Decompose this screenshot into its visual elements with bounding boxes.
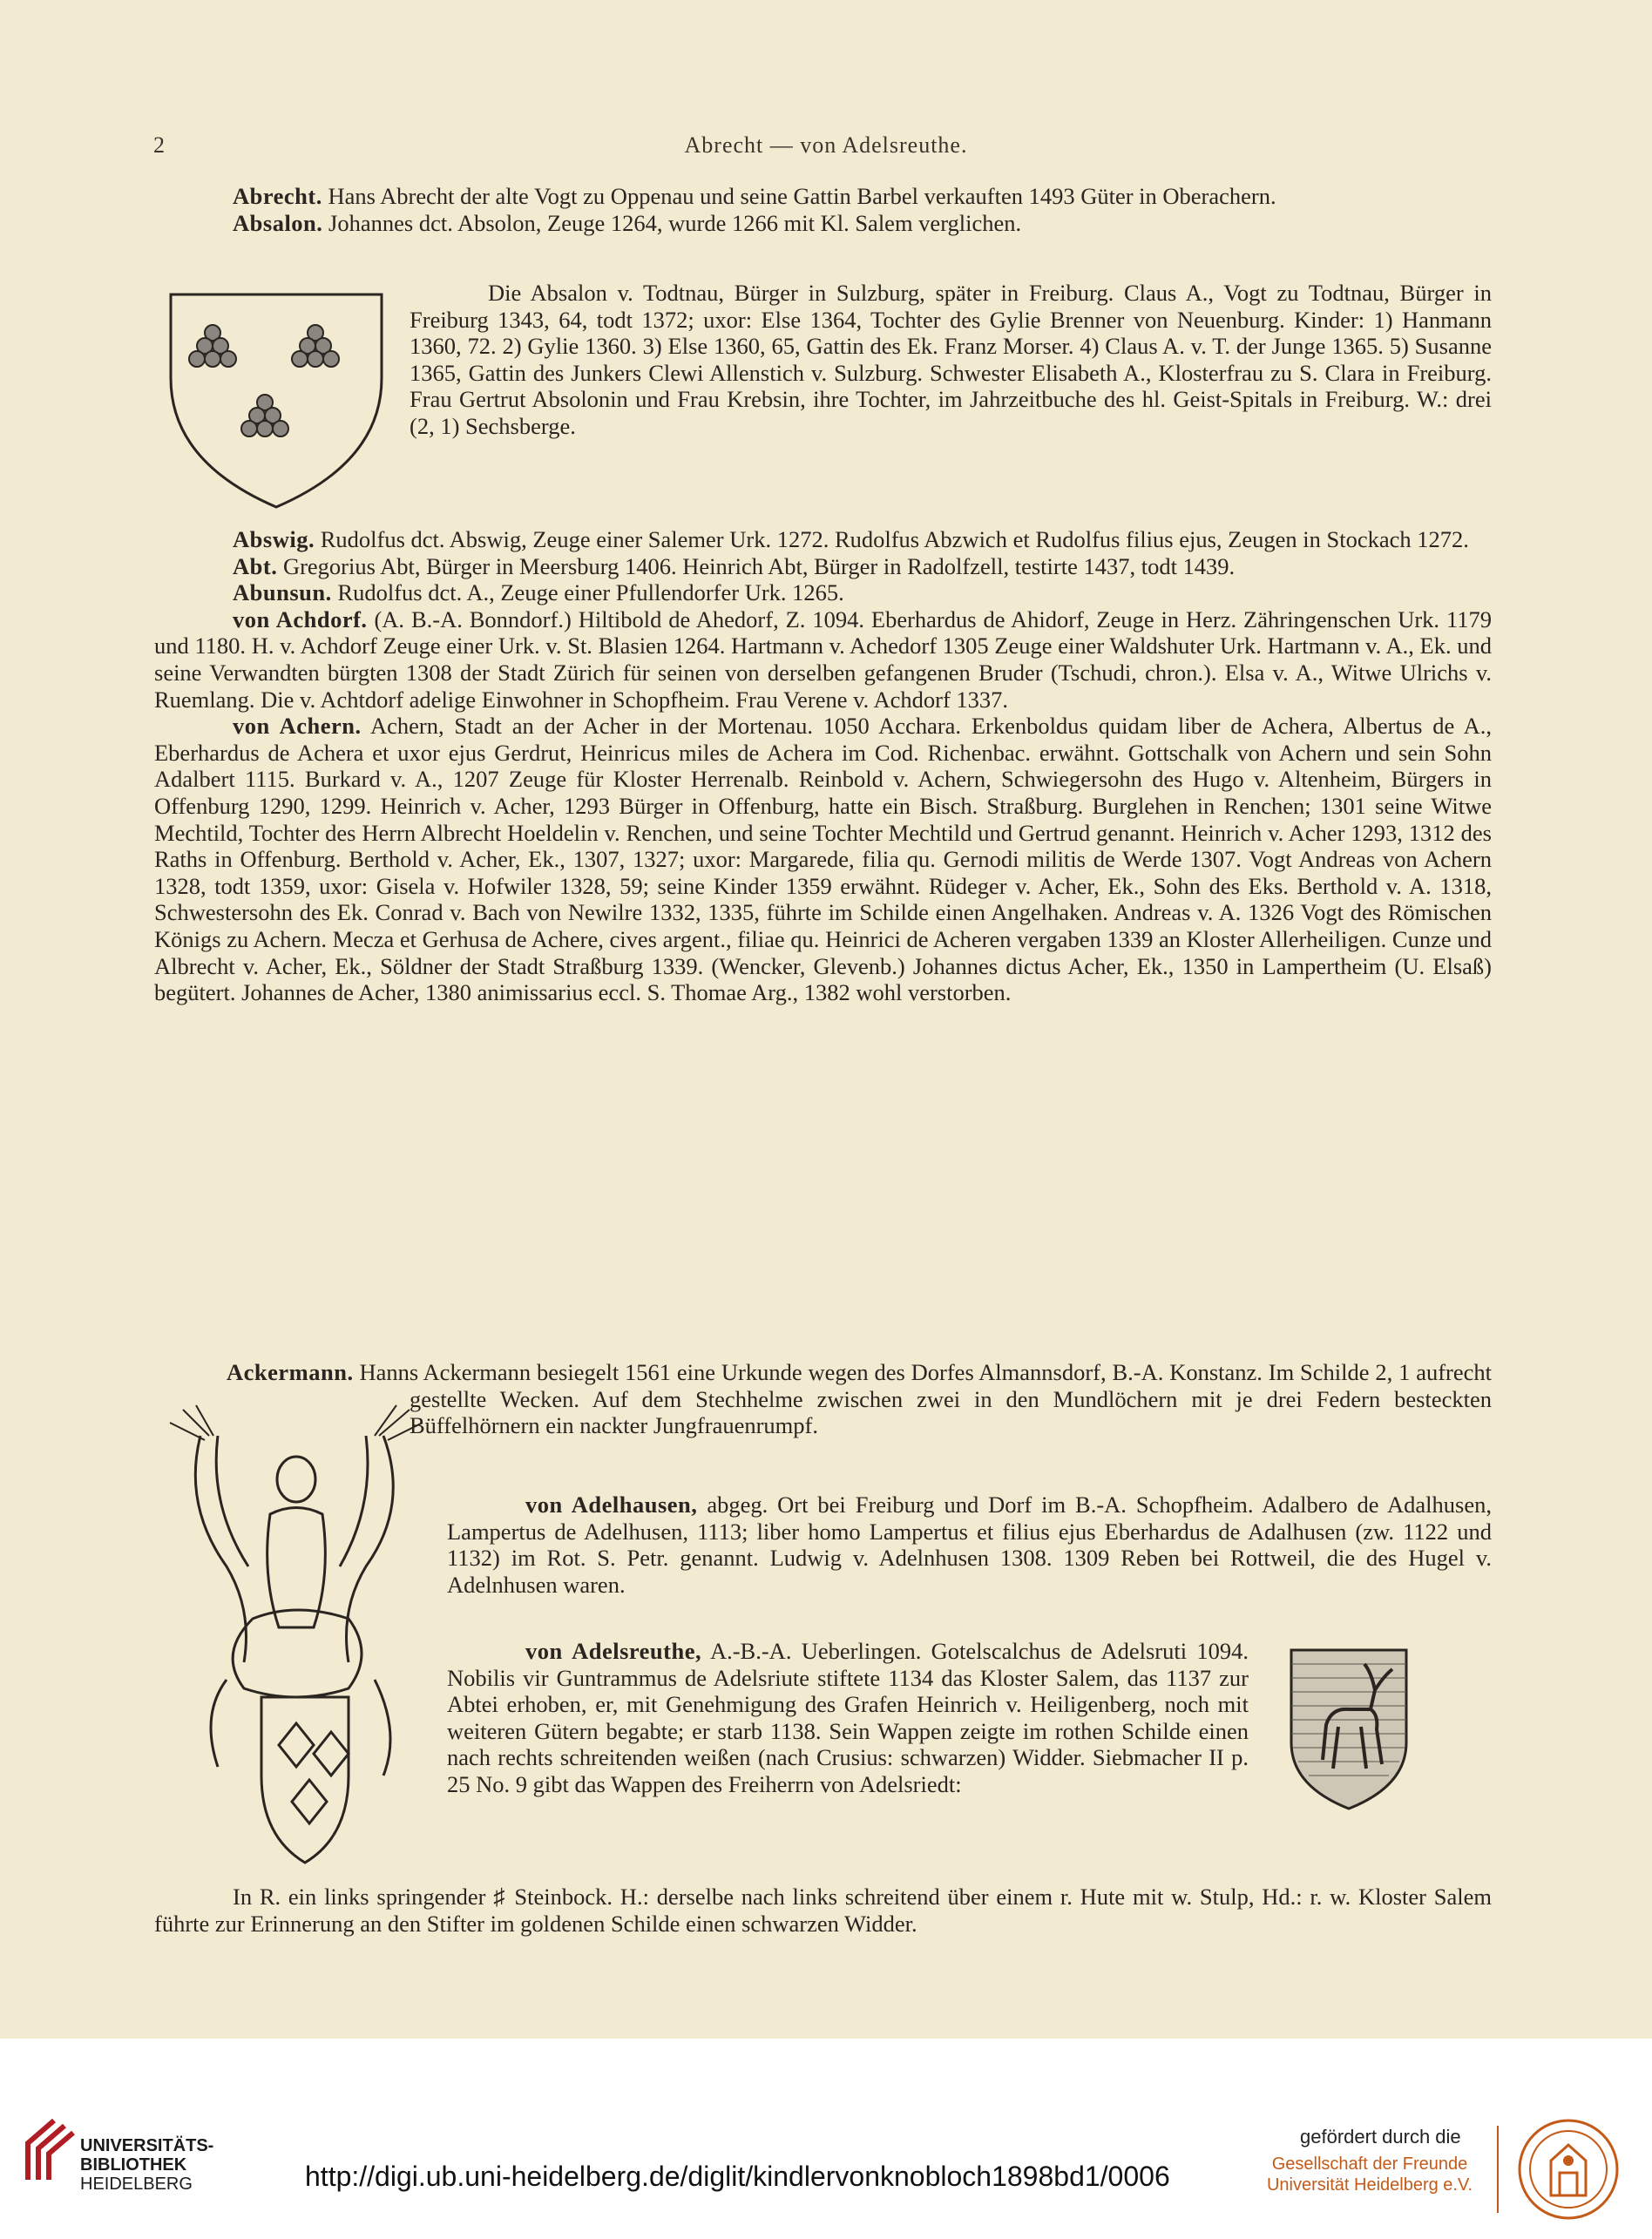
- entry-adelsreuthe: von Adelsreuthe, A.-B.-A. Ueberlingen. Gotelscalchus de Adelsruti 1094. Nobilis vir Guntrammus de Adelsriute stiftete 1134 das Kloster Salem, das 1137 zur Abtei erhoben, er, mit Genehmigung des Grafen Heinrich v. Heiligenberg, noch mit weiteren Gütern begabte; er starb 1138. Sein Wappen zeigte im rothen Schilde einen nach rechts schreitenden weißen (nach Crusius: schwarzen) Widder. Siebmacher II p. 25 No. 9 gibt das Wappen des Freiherrn von Adelsriedt:: [447, 1638, 1249, 1797]
- entry-abt: Abt. Gregorius Abt, Bürger in Meersburg 1406. Heinrich Abt, Bürger in Radolfzell, testirte 1437, todt 1439.: [233, 552, 1236, 579]
- library-name: UNIVERSITÄTS- BIBLIOTHEK HEIDELBERG: [80, 2136, 214, 2194]
- adelsreuthe-shield: [1288, 1647, 1410, 1812]
- entry-achern: von Achern. Achern, Stadt an der Acher in der Mortenau. 1050 Acchara. Erkenboldus quidam liber de Achera, Albertus de A., Eberhardus de Achera et uxor ejus Gerdrut, Heinricus miles de Achera im Cod. Richenbac. erwähnt. Gottschalk von Achern und sein Sohn Adalbert 1115. Burkard v. A., 1207 Zeuge für Kloster Herrenalb. Reinbold v. Achern, Schwiegersohn des Hugo v. Altenheim, Bürgers in Offenburg 1290, 1299. Heinrich v. Acher, 1293 Bürger in Offenburg, hatte ein Bisch. Straßburg. Burglehen in Renchen; 1301 seine Witwe Mechtild, Tochter des Herrn Albrecht Hoeldelin v. Renchen, und seine Tochter Mechtild und Gertrud genannt. Heinrich v. Acher 1293, 1312 des Raths in Offenburg. Berthold v. Acher, Ek., 1307, 1327; uxor: Margarede, filia qu. Gernodi militis de Werde 1307. Vogt Andreas von Achern 1328, todt 1359, uxor: Gisela v. Hofwiler 1328, 59; seine Kinder 1359 erwähnt. Rüdeger v. Acher, Ek., Sohn des Eks. Berthold v. A. 1318, Schwestersohn des Ek. Conrad v. Bach von Newilre 1332, 1335, führte im Schilde einen Angelhaken. Andreas v. A. 1326 Vogt des Römischen Königs zu Achern. Mecza et Gerhusa de Achere, cives argent., filiae qu. Heinrici de Acheren vergaben 1339 an Kloster Allerheiligen. Cunze und Albrecht v. Acher, Ek., Söldner der Stadt Straßburg 1339. (Wencker, Glevenb.) Johannes dictus Acher, Ek., 1350 in Lampertheim (U. Elsaß) begütert. Johannes de Acher, 1380 animissarius eccl. S. Thomae Arg., 1382 wohl verstorben.: [154, 713, 1492, 1006]
- entry-abunsun: Abunsun. Rudolfus dct. A., Zeuge einer Pfullendorfer Urk. 1265.: [233, 579, 844, 606]
- entry-ackermann: Ackermann. Hanns Ackermann besiegelt 1561 eine Urkunde wegen des Dorfes Almannsdorf, B.-A. Konstanz. Im Schilde 2, 1 aufrecht gestellte Wecken. Auf dem Stechhelme zwischen zwei in den Mundlöchern mit je drei Federn besteckten Büffelhörnern ein nackter Jungfrauenrumpf.: [227, 1359, 1492, 1439]
- ackermann-crest: [166, 1401, 427, 1871]
- entry-adelsreuthe-body: In R. ein links springender ♯ Steinbock. H.: derselbe nach links schreitend über einem r. Hute mit w. Stulp, Hd.: r. w. Kloster Salem führte zur Erinnerung an den Stifter im goldenen Schilde einen schwarzen Widder.: [154, 1884, 1492, 1937]
- running-title: Abrecht — von Adelsreuthe.: [684, 132, 968, 158]
- ub-logo-icon: [19, 2117, 75, 2187]
- adelsreuthe-continued: [154, 1884, 1492, 1937]
- entry-absalon: Absalon. Johannes dct. Absolon, Zeuge 1264, wurde 1266 mit Kl. Salem verglichen.: [233, 209, 1022, 236]
- ackermann-text: [227, 1359, 1492, 1439]
- footer-divider: [1497, 2126, 1499, 2213]
- entry-abswig: Abswig. Rudolfus dct. Abswig, Zeuge einer Salemer Urk. 1272. Rudolfus Abzwich et Rudolfus filius ejus, Zeugen in Stockach 1272.: [233, 526, 1469, 552]
- entry-block-middle: [154, 526, 1492, 1006]
- entry-absalon-body: Die Absalon v. Todtnau, Bürger in Sulzburg, später in Freiburg. Claus A., Vogt zu Todtnau, Bürger in Freiburg 1343, 64, todt 1372; uxor: Else 1364, Tochter des Gylie Brenner von Neuenburg. Kinder: 1) Hanmann 1360, 72. 2) Gylie 1360. 3) Else 1360, 65, Gattin des Ek. Franz Morser. 4) Claus A. v. T. der Junge 1365. 5) Susanne 1365, Gattin des Junkers Clewi Allenstich v. Sulzburg. Schwester Elisabeth A., Klosterfrau zu S. Clara in Freiburg. Frau Gertrut Absolonin und Frau Krebsin, ihre Tochter, im Jahrzeitbuche des hl. Geist-Spitals in Freiburg. W.: drei (2, 1) Sechsberge.: [410, 280, 1492, 439]
- entry-achdorf: von Achdorf. (A. B.-A. Bonndorf.) Hiltibold de Ahedorf, Z. 1094. Eberhardus de Ahidorf, Zeuge in Herz. Zähringenschen Urk. 1179 und 1180. H. v. Achdorf Zeuge einer Urk. v. St. Blasien 1264. Hartmann v. Achedorf 1305 Zeuge einer Waldshuter Urk. Hartmann v. A., Ek. und seine Verwandten bürgten 1308 der Stadt Zürich für seinen von derselben gefangenen Bruder (Tschudi, chron.). Elsa v. A., Witwe Ulrichs v. Ruemlang. Die v. Achtdorf adelige Einwohner in Schopfheim. Frau Verene v. Achdorf 1337.: [154, 605, 1492, 713]
- university-seal-icon: [1516, 2117, 1621, 2222]
- page-number: 2: [153, 132, 165, 158]
- entry-adelhausen: von Adelhausen, abgeg. Ort bei Freiburg und Dorf im B.-A. Schopfheim. Adalbero de Adalhusen, Lampertus de Adelhusen, 1113; liber homo Lampertus et filius ejus Eberhardus de Adalhusen (zw. 1122 und 1132) im Rot. S. Petr. genannt. Ludwig v. Adelnhusen 1308. 1309 Reben bei Rottweil, die des Hugel v. Adelnhusen waren.: [447, 1492, 1492, 1598]
- absalon-coat-of-arms: [167, 287, 385, 514]
- source-url[interactable]: http://digi.ub.uni-heidelberg.de/diglit/kindlervonknobloch1898bd1/0006: [305, 2161, 1170, 2192]
- entry-block-top: [154, 183, 1492, 236]
- adelsreuthe-text: [447, 1638, 1249, 1798]
- absalon-continued: [410, 280, 1492, 440]
- entry-abrecht: Abrecht. Hans Abrecht der alte Vogt zu Oppenau und seine Gattin Barbel verkauften 1493 Güter in Oberachern.: [233, 183, 1276, 209]
- adelhausen-text: [447, 1492, 1492, 1598]
- sponsor-label: gefördert durch die: [1300, 2126, 1461, 2148]
- sponsor-name: Gesellschaft der Freunde Universität Heidelberg e.V.: [1266, 2154, 1473, 2195]
